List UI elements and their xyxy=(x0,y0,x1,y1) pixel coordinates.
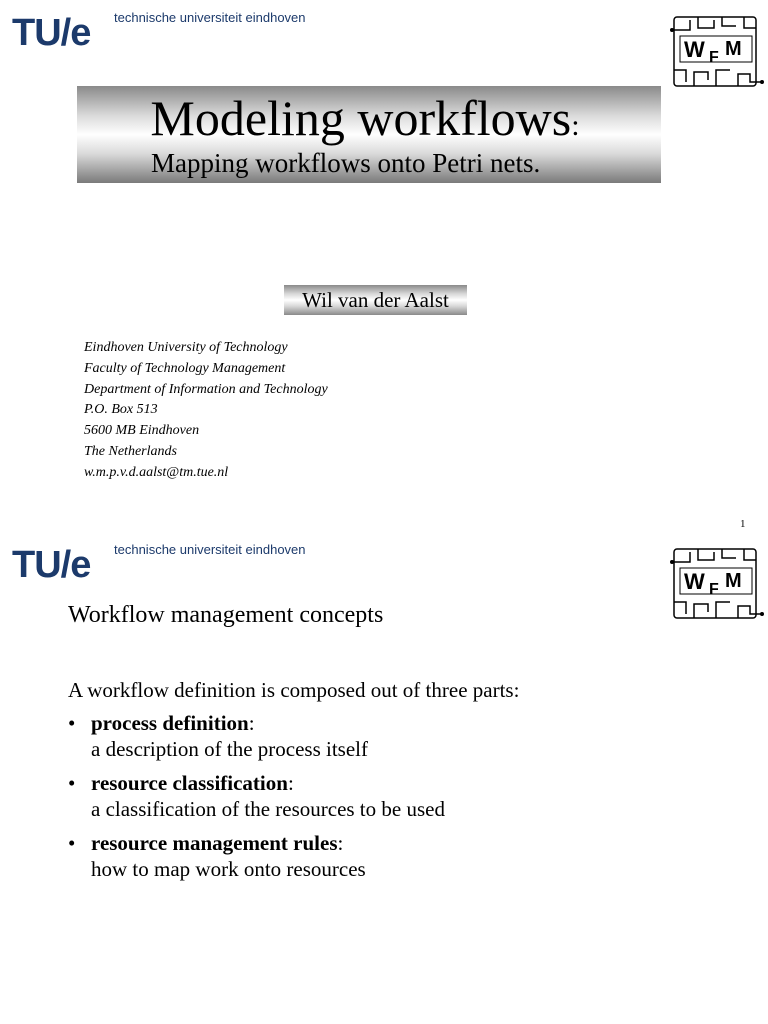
wfm-letter-f: F xyxy=(709,581,719,598)
bullet-desc: a description of the process itself xyxy=(91,737,368,761)
wfm-letter-m: M xyxy=(725,38,742,60)
page-number: 1 xyxy=(740,518,746,530)
bullet-sep: : xyxy=(287,771,294,795)
bullet-desc: how to map work onto resources xyxy=(91,857,366,881)
list-item xyxy=(68,770,748,822)
university-tagline: technische universiteit eindhoven xyxy=(114,10,306,25)
address-line: Faculty of Technology Management xyxy=(84,360,286,376)
bullet-sep: : xyxy=(248,711,255,735)
bullet-term: resource classification xyxy=(91,771,288,795)
slide-2 xyxy=(0,532,768,1024)
university-tagline: technische universiteit eindhoven xyxy=(114,542,306,557)
address-line: 5600 MB Eindhoven xyxy=(84,423,200,439)
bullet-desc: a classification of the resources to be used xyxy=(91,797,445,821)
wfm-letter-w: W xyxy=(684,569,705,594)
title-text: Modeling workflows xyxy=(150,90,572,146)
intro-text: A workflow definition is composed out of three parts: xyxy=(68,678,520,702)
address-line: The Netherlands xyxy=(84,443,177,459)
bullet-list xyxy=(68,710,748,890)
bullet-icon: • xyxy=(68,771,76,795)
address-line: P.O. Box 513 xyxy=(84,402,158,418)
tue-logo: TU/e xyxy=(12,544,91,586)
author-name: Wil van der Aalst xyxy=(284,285,467,315)
email-address: w.m.p.v.d.aalst@tm.tue.nl xyxy=(84,464,229,480)
title-colon: : xyxy=(571,109,580,142)
bullet-icon: • xyxy=(68,831,76,855)
list-item xyxy=(68,710,748,762)
bullet-term: process definition xyxy=(91,711,249,735)
wfm-letter-m: M xyxy=(725,570,742,592)
wfm-letter-w: W xyxy=(684,37,705,62)
tue-logo: TU/e xyxy=(12,12,91,54)
bullet-sep: : xyxy=(337,831,344,855)
address-line: Department of Information and Technology xyxy=(84,381,328,397)
title-banner xyxy=(77,86,661,183)
bullet-term: resource management rules xyxy=(91,831,338,855)
author-address xyxy=(84,338,328,484)
address-line: Eindhoven University of Technology xyxy=(84,340,288,355)
wfm-logo xyxy=(670,546,764,620)
list-item xyxy=(68,830,748,882)
slide-subtitle: Mapping workflows onto Petri nets. xyxy=(151,148,541,178)
bullet-icon: • xyxy=(68,711,76,735)
slide-title: Workflow management concepts xyxy=(68,602,384,628)
slide-title xyxy=(77,88,661,156)
wfm-letter-f: F xyxy=(709,49,719,66)
wfm-logo xyxy=(670,14,764,88)
